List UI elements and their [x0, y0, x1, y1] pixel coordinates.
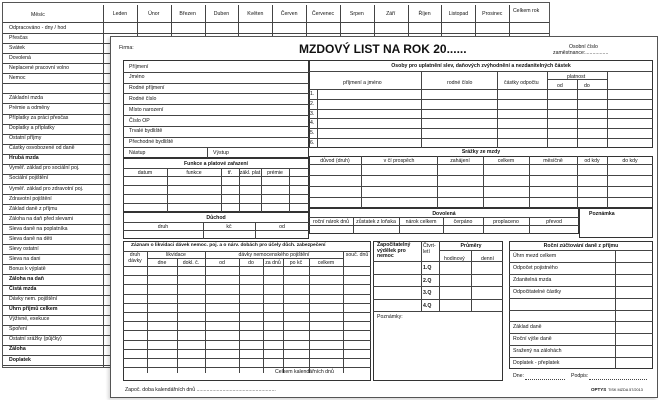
srazky-col: měsíčně [543, 158, 563, 164]
dne-label: Dne: [513, 373, 524, 379]
osoby-col-rc: rodné číslo [447, 80, 473, 86]
back-row-label: Svátek [9, 44, 25, 51]
duchod-col-kc: kč [226, 224, 232, 230]
back-row-label: Přesčas [9, 34, 28, 41]
back-col-month: Prosinec [482, 11, 503, 17]
back-col-month: Září [386, 11, 396, 17]
personal-field-label: Přechodné bydliště [129, 139, 174, 146]
back-col-month: Březen [179, 11, 196, 17]
back-row-label: Spoření [9, 326, 28, 333]
srazky-col: od kdy [584, 158, 600, 164]
ctvrtleti-label: Čtvrt-letí [423, 243, 436, 255]
back-col-month: Duben [213, 11, 230, 17]
back-row-label: Vyměř. základ pro zdravotní poj. [9, 185, 84, 192]
duchod-col-druh: druh [157, 224, 169, 230]
back-col-month: Celkem rok [512, 8, 540, 14]
zaznam-subcol: za dnů [265, 259, 281, 266]
page-title: MZDOVÝ LIST NA ROK 20...... [299, 42, 467, 56]
rocni-title: Roční zúčtování daně z příjmu [543, 243, 619, 249]
duchod-title: Důchod [206, 215, 226, 221]
zaznam-subcol: dokl. č. [182, 259, 200, 266]
osoby-col-name: příjmení a jméno [343, 80, 382, 86]
back-col-mesic: Měsíc [31, 12, 45, 18]
srazky-col: důvod (druh) [320, 158, 350, 164]
zaznam-col-davky: dávky nemocenského pojištění [238, 252, 310, 258]
dovolena-col: roční nárok dnů [312, 219, 350, 225]
celkem-kal-dnu: Celkem kalendářních dnů [275, 369, 334, 375]
srazky-col: do kdy [622, 158, 638, 164]
personal-field-label: Příjmení [129, 63, 149, 70]
funkce-col: zákl. plat [239, 170, 261, 176]
rocni-row-label: Odpočet pojistného [513, 264, 558, 271]
back-row-label: Dovolená [9, 54, 31, 61]
funkce-col: prémie [267, 170, 283, 176]
back-col-month: Květen [247, 11, 264, 17]
back-col-month: Listopad [448, 11, 469, 17]
srazky-col: zahájení [450, 158, 470, 164]
back-row-label: Ostatní srážky (půjčky) [9, 336, 62, 343]
zaznam-title: Záznam o likvidaci dávek nemoc. poj. a o nárv. dobách pro účely důch. zabezpečení [131, 243, 326, 248]
back-row-label: Prémie a odměny [9, 105, 50, 112]
back-row-label: Sleva daně na poplatníka [9, 225, 68, 232]
zamestnance-label: zaměstnance:................ [553, 50, 609, 56]
quarter-label: 1.Q [423, 265, 432, 271]
osoby-row-num: 3. [310, 110, 315, 117]
osoby-col-castky: částky odpočtu [504, 80, 539, 86]
back-row-label: Neplacené pracovní volno [9, 64, 69, 71]
back-row-label: Doplatky a příplatky [9, 125, 55, 132]
back-row-label: Sleva daně na děti [9, 235, 52, 242]
quarter-label: 2.Q [423, 277, 432, 284]
rocni-row-label: Sražený na zálohách [513, 348, 562, 355]
rocni-row-label: Úhrn mezd celkem [513, 253, 557, 259]
zaznam-subcol: dne [157, 259, 167, 266]
prumery-col-denni: denní [481, 256, 494, 262]
osobni-cislo-label: Osobní číslo [569, 44, 598, 50]
back-row-label: Vyměř. základ pro sociální poj. [9, 165, 80, 172]
personal-field-label: Rodné příjmení [129, 85, 165, 92]
zaznam-col-likvidace: likvidace [166, 252, 186, 258]
rocni-row-label: Odpočitatelné částky [513, 288, 562, 295]
back-row-label: Úhrn příjmů celkem [9, 306, 58, 313]
zapoc-doba-footer: Započ. doba kalendářních dnů ....................................................... [125, 387, 276, 393]
back-col-month: Červen [280, 11, 298, 17]
firma-label: Firma: [119, 45, 134, 51]
duchod-col-od: od [279, 224, 285, 230]
dovolena-title: Dovolená [432, 211, 456, 217]
dovolena-col: nárok celkem [405, 219, 437, 225]
osoby-row-num: 2. [310, 100, 315, 107]
back-row-label: Záloha na daň před slevami [9, 215, 74, 222]
osoby-title: Osoby pro uplatnění slev, daňových zvýhodnění a nezdanitelných částek [391, 63, 571, 69]
prumery-col-hod: hodinový [444, 256, 465, 262]
srazky-col: celkem [497, 158, 515, 164]
nastup-label: Nástup [129, 150, 146, 156]
back-row-label: Hrubá mzda [9, 155, 39, 162]
back-row-label: Sociální pojištění [9, 175, 49, 182]
back-row-label: Slevy ostatní [9, 245, 39, 252]
osoby-row-num: 6. [310, 140, 315, 146]
zapocet-title: Započitatelný výdělek pro nemoc [377, 242, 411, 260]
poznamka-label: Poznámka [589, 211, 615, 217]
nastup-divider [207, 148, 208, 158]
quarter-label: 4.Q [423, 302, 432, 309]
back-row-label: Bonus k výplatě [9, 266, 46, 272]
zaznam-col-druh: druh dávky [128, 252, 142, 264]
quarter-label: 3.Q [423, 290, 432, 296]
prumery-title: Průměry [460, 243, 482, 249]
dovolena-col: zůstatek z loňska [356, 219, 396, 225]
srazky-title: Srážky ze mzdy [461, 149, 501, 155]
back-row-label: Ostatní příjmy [9, 135, 42, 142]
back-col-month: Leden [112, 11, 128, 17]
podpis-label: Podpis: [571, 373, 589, 379]
osoby-col-do: do [584, 83, 590, 89]
back-row-label: Dávky nem. pojištění [9, 296, 58, 303]
vystup-label: Výstup [213, 150, 229, 156]
personal-field-label: Jméno [129, 74, 145, 81]
osoby-col-platnost: platnost [567, 74, 586, 80]
personal-field-label: Rodné číslo [129, 95, 157, 102]
rocni-row-label: Doplatek - přeplatek [513, 360, 560, 367]
back-row-label: Částky osvobozené od daně [9, 145, 75, 152]
publisher-logo: OPTYS [591, 387, 607, 392]
funkce-col: tř. [227, 170, 233, 176]
back-col-month: Říjen [418, 11, 431, 17]
dovolena-col: proplaceno [493, 219, 519, 225]
osoby-row-num: 1. [310, 91, 315, 97]
osoby-col-od: od [557, 83, 563, 89]
back-row-label: Záloha na daň [9, 276, 44, 283]
zaznam-col-souc: souč. dnů [345, 252, 369, 258]
funkce-title: Funkce a platové zařazení [183, 161, 248, 167]
poznamky-label: Poznámky: [377, 314, 403, 320]
zaznam-subcol: po kč [289, 259, 303, 266]
back-row-label: Záloha [9, 346, 26, 353]
rocni-row-label: Zdanitelná mzda [513, 276, 552, 283]
dovolena-col: čerpáno [453, 219, 473, 225]
funkce-col: funkce [186, 170, 202, 176]
osoby-row-num: 4. [310, 120, 315, 127]
back-row-label: Základní mzda [9, 95, 44, 101]
form-code: TISK MZDA 57/2013 [608, 388, 643, 392]
personal-field-label: Trvalé bydliště [129, 128, 163, 135]
personal-field-label: Číslo OP [129, 117, 150, 124]
back-row-label: Nemoc [9, 74, 26, 81]
zaznam-subcol: do [248, 259, 254, 266]
dovolena-col: převod [546, 219, 562, 225]
back-row-label: Odpracováno - dny / hod [9, 24, 67, 31]
personal-field-label: Místo narození [129, 106, 164, 113]
osoby-row-num: 5. [310, 130, 315, 137]
back-col-month: Únor [148, 11, 160, 17]
back-row-label: Příplatky za práci přesčas [9, 115, 69, 122]
back-row-label: Základ daně z příjmu [9, 205, 58, 212]
back-row-label: Sleva na dani [9, 255, 41, 262]
osoby-box [309, 60, 653, 148]
back-row-label: Čistá mzda [9, 286, 37, 293]
back-col-month: Srpen [349, 11, 364, 17]
front-sheet [110, 36, 658, 398]
rocni-row-label: Základ daně [513, 324, 542, 331]
osoby-rule [309, 71, 653, 72]
zaznam-subcol: celkem [317, 259, 335, 266]
back-row-label: Zdravotní pojištění [9, 195, 52, 202]
zaznam-subcol: od [219, 259, 225, 266]
funkce-col: datum [137, 170, 153, 176]
back-col-month: Červenec [311, 11, 335, 17]
rocni-row-label: Roční výše daně [513, 336, 552, 343]
back-row-label: Výživné, exekuce [9, 316, 50, 323]
back-row-label: Doplatek [9, 356, 31, 363]
srazky-col: v čí prospěch [383, 158, 415, 164]
